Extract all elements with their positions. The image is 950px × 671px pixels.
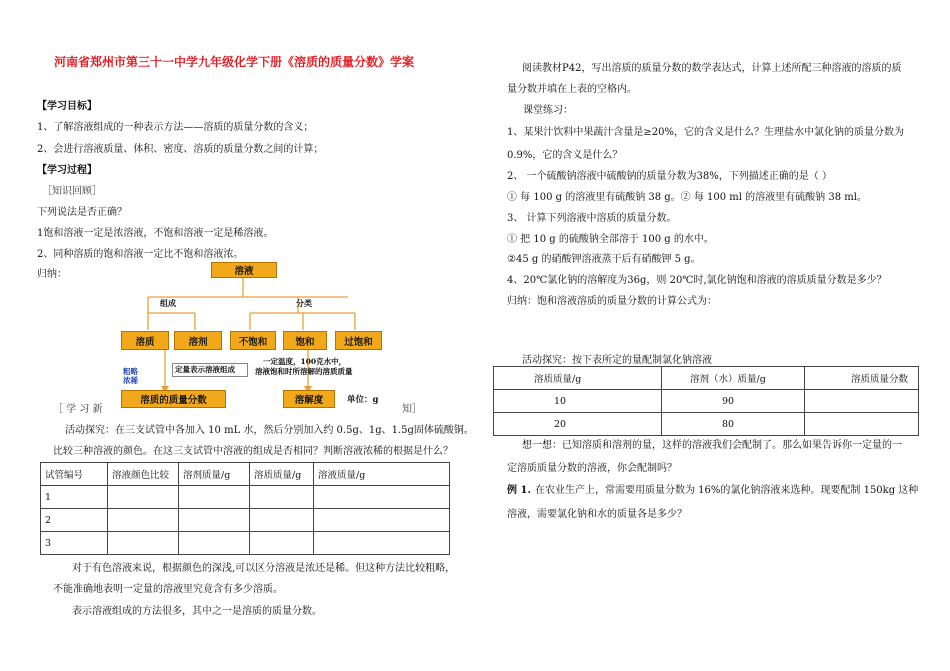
table-cell: 3: [41, 532, 108, 555]
paragraph-3: 表示溶液组成的方法很多，其中之一是溶质的质量分数。: [72, 606, 322, 617]
new-knowledge-heading-end: 知］: [402, 404, 422, 415]
table-cell: [108, 532, 179, 555]
table-header-row: [41, 463, 450, 486]
note-box-quantitative: [172, 363, 248, 377]
node-mass-fraction: 溶质的质量分数: [121, 390, 226, 408]
table-cell: [314, 509, 450, 532]
practice-2: 2、 一个硫酸钠溶液中硫酸钠的质量分数为38%，下列描述正确的是（ ）: [507, 171, 832, 182]
table-header: 溶质质量分数: [805, 367, 919, 390]
node-solute: 溶质: [121, 331, 169, 350]
diagram-note-rough: 粗略: [123, 367, 138, 376]
table-header: 溶液颜色比较: [108, 463, 179, 486]
table-cell: [179, 486, 250, 509]
node-solution: 溶液: [211, 262, 277, 278]
goal-1: 1、了解溶液组成的一种表示方法——溶质的质量分数的含义；: [37, 122, 314, 133]
table-cell: [250, 486, 314, 509]
reading-task-2: 量分数并填在上表的空格内。: [507, 84, 637, 95]
table-cell: [108, 509, 179, 532]
node-solubility: 溶解度: [283, 390, 335, 408]
practice-3-item-1: ① 把 10 g 的硫酸钠全部溶于 100 g 的水中。: [507, 234, 714, 245]
review-heading: ［知识回顾］: [42, 186, 102, 197]
goals-heading: 【学习目标】: [37, 101, 97, 112]
table-cell: 90: [662, 390, 805, 413]
summary-formula: 归纳：饱和溶液溶质的质量分数的计算公式为：: [507, 296, 717, 307]
paragraph-1: 对于有色溶液来说，根据颜色的深浅,可以区分溶液是浓还是稀。但这种方法比较粗略，: [72, 563, 456, 574]
test-tube-table: [40, 462, 450, 555]
table-cell: 20: [494, 413, 662, 436]
question-2: 2、同种溶质的饱和溶液一定比不饱和溶液浓。: [37, 249, 244, 260]
table-row: [494, 390, 919, 413]
activity-prepare: 活动探究：按下表所定的量配制氯化钠溶液: [522, 355, 712, 366]
label-classification: 分类: [296, 298, 312, 308]
table-row: [41, 486, 450, 509]
example-line-2: 溶液，需要氯化钠和水的质量各是多少？: [507, 509, 687, 520]
new-knowledge-heading-start: ［ 学 习 新: [53, 404, 103, 415]
node-supersaturated: 过饱和: [335, 331, 382, 350]
table-header: 溶剂质量/g: [179, 463, 250, 486]
practice-heading: 课堂练习：: [523, 105, 573, 116]
table-row: [494, 413, 919, 436]
table-header: 溶液质量/g: [314, 463, 450, 486]
preparation-table: [493, 366, 919, 436]
table-row: [41, 509, 450, 532]
goal-2: 2、会进行溶液质量、体积、密度、溶质的质量分数之间的计算；: [37, 144, 324, 155]
summary-label: 归纳：: [37, 269, 67, 280]
activity-1: 活动探究：在三支试管中各加入 10 mL 水，然后分别加入约 0.5g、1g、1.5g固体硫酸铜。: [65, 425, 474, 436]
practice-3: 3、 计算下列溶液中溶质的质量分数。: [507, 213, 677, 224]
paragraph-2: 不能准确地表明一定量的溶液里究竟含有多少溶质。: [53, 584, 283, 595]
label-composition: 组成: [160, 298, 176, 308]
node-saturated: 饱和: [283, 331, 327, 350]
question-1: 1饱和溶液一定是浓溶液，不饱和溶液一定是稀溶液。: [37, 228, 274, 239]
reading-task-1: 阅读教材P42，写出溶质的质量分数的数学表达式，计算上述所配三种溶液的溶质的质: [522, 63, 902, 74]
table-cell: [179, 532, 250, 555]
table-cell: [250, 532, 314, 555]
table-cell: [108, 486, 179, 509]
node-unsaturated: 不饱和: [230, 331, 276, 350]
table-header: 溶质质量/g: [494, 367, 662, 390]
practice-3-item-2: ②45 g 的硝酸钾溶液蒸干后有硝酸钾 5 g。: [507, 254, 701, 265]
table-row: [41, 532, 450, 555]
table-cell: [179, 509, 250, 532]
page-title: 河南省郑州市第三十一中学九年级化学下册《溶质的质量分数》学案: [54, 55, 415, 69]
question-intro: 下列说法是否正确？: [37, 207, 127, 218]
table-cell: [250, 509, 314, 532]
table-cell: [314, 486, 450, 509]
diagram-note-quantitative: 定量表示溶液组成: [175, 365, 235, 374]
diagram-note-saturated-mass: 溶液饱和时所溶解的溶质质量: [255, 367, 353, 376]
diagram-note-temperature: 一定温度，100克水中，: [263, 357, 347, 366]
table-cell: 2: [41, 509, 108, 532]
node-solvent: 溶剂: [174, 331, 222, 350]
table-header-row: [494, 367, 919, 390]
practice-1a: 1、某果汁饮料中果蔬汁含量是≥20%，它的含义是什么？生理盐水中氯化钠的质量分数为: [507, 127, 904, 138]
table-cell: 10: [494, 390, 662, 413]
example-line-1: 在农业生产上，常需要用质量分数为 16%的氯化钠溶液来选种。现要配制 150kg 这种: [535, 485, 919, 496]
process-heading: 【学习过程】: [37, 165, 97, 176]
example-label: 例 1.: [507, 485, 531, 496]
table-cell: [805, 413, 919, 436]
table-cell: 1: [41, 486, 108, 509]
table-cell: [314, 532, 450, 555]
diagram-note-concentration: 浓稀: [123, 376, 138, 385]
activity-2: 比较三种溶液的颜色。在这三支试管中溶液的组成是否相同？判断溶液浓稀的根据是什么？: [53, 446, 453, 457]
practice-2-options: ① 每 100 g 的溶液里有硫酸钠 38 g。② 每 100 ml 的溶液里有硫酸钠 38 ml。: [507, 192, 867, 203]
think-2: 定溶质质量分数的溶液，你会配制吗？: [507, 463, 677, 474]
table-header: 试管编号: [41, 463, 108, 486]
practice-1b: 0.9%，它的含义是什么？: [507, 150, 623, 161]
diagram-unit-label: 单位：g: [347, 395, 379, 405]
table-cell: 80: [662, 413, 805, 436]
practice-4: 4、20℃氯化钠的溶解度为36g，则 20℃时,氯化钠饱和溶液的溶质质量分数是多少？: [507, 275, 887, 286]
think-1: 想一想：已知溶质和溶剂的量，这样的溶液我们会配制了。那么如果告诉你一定量的一: [522, 440, 902, 451]
table-header: 溶剂（水）质量/g: [662, 367, 805, 390]
table-cell: [805, 390, 919, 413]
table-header: 溶质质量/g: [250, 463, 314, 486]
